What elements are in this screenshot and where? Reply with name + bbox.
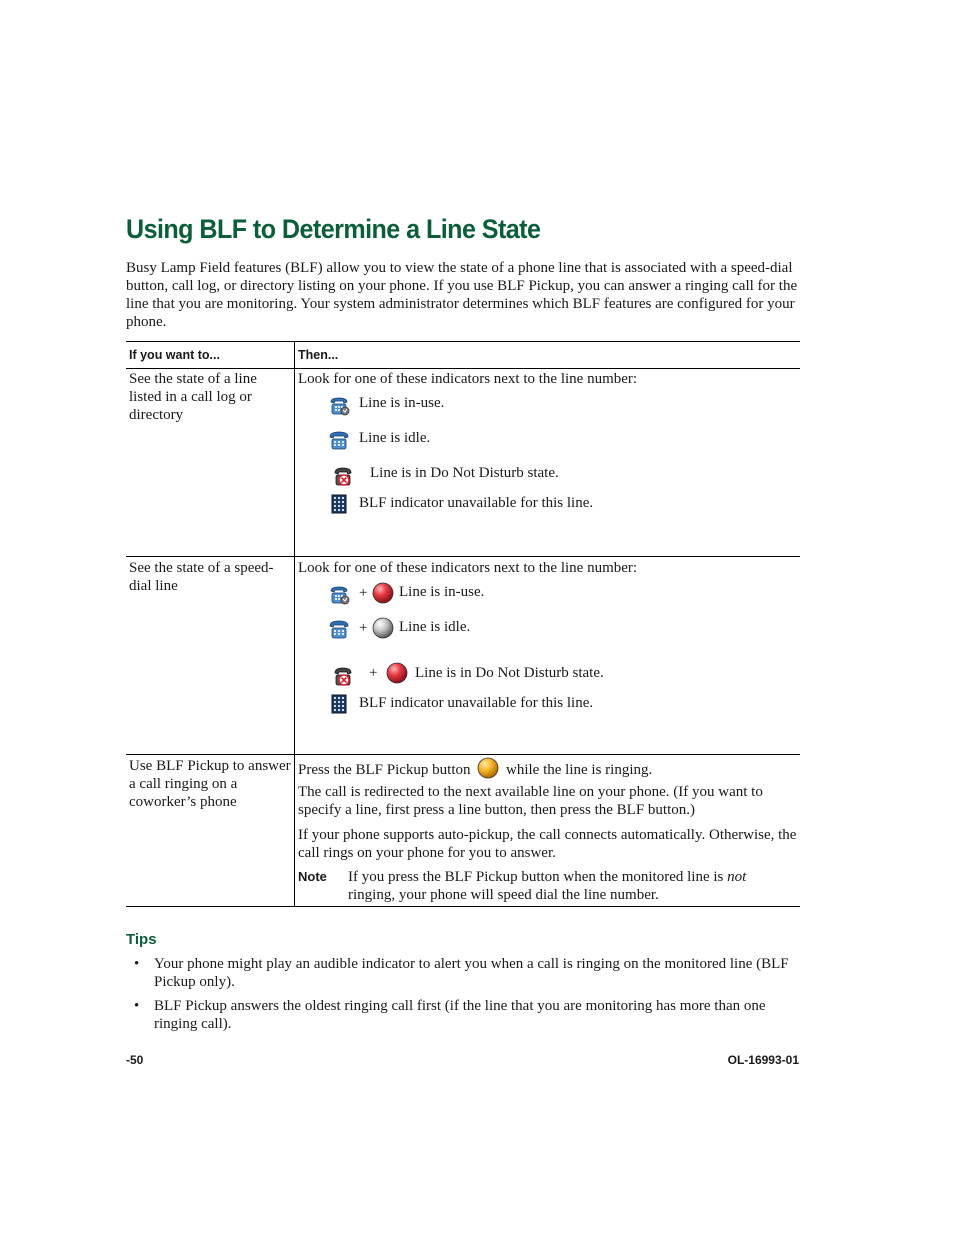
row2-unavailable-label: BLF indicator unavailable for this line. <box>359 695 594 711</box>
row2-lead: Look for one of these indicators next to the line number: <box>298 560 638 576</box>
intro-paragraph: Busy Lamp Field features (BLF) allow you to view the state of a phone line that is associated with a speed-dial button, call log, or directory listing on your phone. If you use BLF Pickup, you can answer a ringing call for the line that you are monitoring. Your system administrator determines which BLF features are configured for your phone. <box>126 260 798 330</box>
blf-pickup-button-icon <box>477 757 499 779</box>
phone-dnd-icon <box>332 467 354 487</box>
row3-press-after: while the line is ringing. <box>506 762 653 778</box>
phone-dnd-icon <box>332 667 354 687</box>
document-id: OL-16993-01 <box>727 1053 799 1067</box>
row2-want-cell <box>126 557 295 755</box>
row2-indicator-dnd <box>298 664 797 694</box>
row2-dnd-label: Line is in Do Not Disturb state. <box>415 665 604 681</box>
page-title: Using BLF to Determine a Line State <box>126 214 541 244</box>
row2-idle-label: Line is idle. <box>399 619 471 635</box>
tip-text: Your phone might play an audible indicator to alert you when a call is ringing on the monitored line (BLF Pickup only). <box>154 956 789 990</box>
blf-unavailable-icon <box>331 694 347 714</box>
row1-lead: Look for one of these indicators next to the line number: <box>298 371 638 387</box>
row3-press-before: Press the BLF Pickup button <box>298 762 471 778</box>
table-row <box>126 755 800 907</box>
table-row <box>126 557 800 755</box>
phone-in-use-icon <box>328 396 350 416</box>
blf-table <box>126 341 800 907</box>
tip-text: BLF Pickup answers the oldest ringing call first (if the line that you are monitoring has more than one ringing call). <box>154 998 766 1032</box>
red-lamp-icon <box>372 582 394 604</box>
header-want: If you want to... <box>126 342 295 369</box>
row2-then-cell <box>295 557 801 755</box>
tips-heading: Tips <box>126 931 157 948</box>
row3-then-cell <box>295 755 801 907</box>
table-row <box>126 369 800 557</box>
row3-want-cell <box>126 755 295 907</box>
row2-indicator-idle <box>298 618 797 636</box>
row1-unavailable-label: BLF indicator unavailable for this line. <box>359 495 594 511</box>
gray-lamp-icon <box>372 617 394 639</box>
note-text-before: If you press the BLF Pickup button when the monitored line is <box>348 869 728 885</box>
note-text-em: not <box>727 869 747 885</box>
blf-unavailable-icon <box>331 494 347 514</box>
phone-in-use-icon <box>328 585 350 605</box>
row1-then-cell <box>295 369 801 557</box>
plus-sign: + <box>359 620 368 636</box>
bullet: • <box>134 998 140 1014</box>
row1-indicator-unavailable <box>298 494 797 512</box>
page-number: -50 <box>126 1053 144 1067</box>
row1-indicator-dnd <box>298 464 797 494</box>
tips-list <box>126 955 800 1039</box>
list-item <box>126 997 800 1033</box>
row2-want: See the state of a speed-dial line <box>129 560 274 594</box>
table-header-row <box>126 342 800 369</box>
plus-sign: + <box>359 585 368 601</box>
row3-want: Use BLF Pickup to answer a call ringing on a coworker’s phone <box>129 758 291 810</box>
row3-press-line <box>298 757 797 779</box>
note-label: Note <box>298 869 327 884</box>
row1-indicator-idle <box>298 429 797 447</box>
row3-para1: The call is redirected to the next available line on your phone. (If you want to specify a line, first press a line button, then press the BLF button.) <box>298 784 763 818</box>
row1-in-use-label: Line is in-use. <box>359 395 445 411</box>
header-then: Then... <box>295 342 801 369</box>
list-item <box>126 955 800 991</box>
row3-note <box>298 868 797 904</box>
red-lamp-icon <box>386 662 408 684</box>
bullet: • <box>134 956 140 972</box>
note-text-after: ringing, your phone will speed dial the line number. <box>348 887 659 903</box>
row1-indicator-in-use <box>298 394 797 412</box>
row1-idle-label: Line is idle. <box>359 430 431 446</box>
row2-in-use-label: Line is in-use. <box>399 584 485 600</box>
row2-indicator-unavailable <box>298 694 797 712</box>
row1-dnd-label: Line is in Do Not Disturb state. <box>370 465 559 481</box>
row1-want-cell <box>126 369 295 557</box>
plus-sign: + <box>369 665 378 681</box>
row3-para2: If your phone supports auto-pickup, the call connects automatically. Otherwise, the call rings on your phone for you to answer. <box>298 827 797 861</box>
phone-idle-icon <box>328 431 350 451</box>
phone-idle-icon <box>328 620 350 640</box>
row2-indicator-in-use <box>298 583 797 601</box>
row1-want: See the state of a line listed in a call log or directory <box>129 371 257 423</box>
